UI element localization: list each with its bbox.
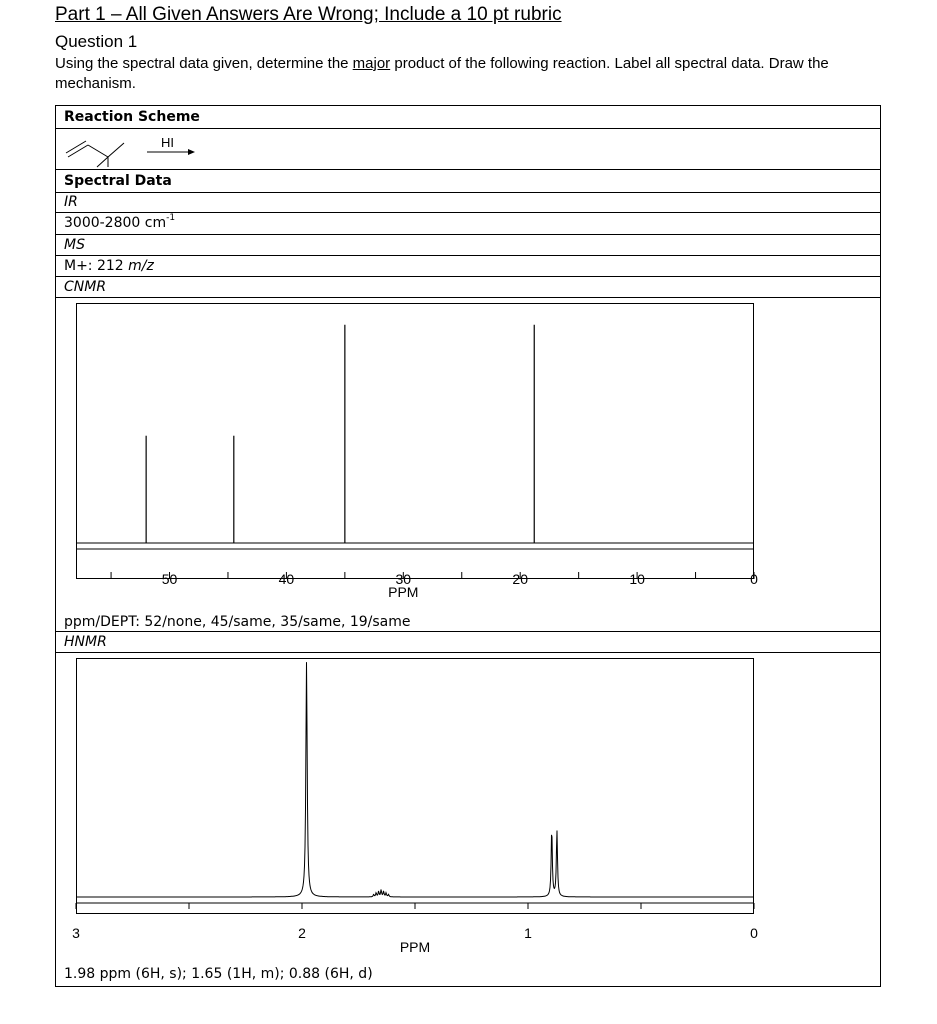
table-divider xyxy=(56,212,880,213)
table-divider xyxy=(56,255,880,256)
reagent-label: HI xyxy=(161,135,174,150)
table-divider xyxy=(56,192,880,193)
ir-value-text: 3000-2800 cm xyxy=(64,215,167,231)
cnmr-tick-label: 30 xyxy=(395,571,412,587)
ir-label: IR xyxy=(64,194,78,210)
hnmr-tick-label: 2 xyxy=(298,925,306,941)
cnmr-tick-label: 40 xyxy=(278,571,295,587)
ir-value-superscript: -1 xyxy=(166,213,176,223)
cnmr-axis-label: PPM xyxy=(388,584,419,600)
alkene-bond xyxy=(66,141,86,153)
cnmr-tick-label: 10 xyxy=(629,571,645,587)
prompt-text-end: product of the following reaction. Label all spectral data. Draw the mechanism. xyxy=(55,55,829,92)
allylic-bond xyxy=(88,145,108,157)
ms-label: MS xyxy=(64,237,85,253)
alkene-double-bond xyxy=(68,145,88,157)
hnmr-label: HNMR xyxy=(64,634,107,650)
hnmr-tick-label: 3 xyxy=(72,925,80,941)
hnmr-plot-frame xyxy=(77,659,754,914)
ms-unit: m/z xyxy=(128,258,154,274)
hnmr-tick-label: 0 xyxy=(750,925,758,941)
cnmr-caption: ppm/DEPT: 52/none, 45/same, 35/same, 19/same xyxy=(64,614,411,630)
hnmr-axis-label: PPM xyxy=(399,939,431,955)
table-divider xyxy=(56,128,880,129)
methyl-bond xyxy=(97,157,108,167)
ir-value xyxy=(64,215,175,231)
cnmr-plot-frame xyxy=(77,304,754,579)
table-divider xyxy=(56,631,880,632)
page-title: Part 1 – All Given Answers Are Wrong; Include a 10 pt rubric xyxy=(55,4,562,25)
question-number: Question 1 xyxy=(55,32,138,51)
reaction-scheme-heading: Reaction Scheme xyxy=(64,109,200,125)
cnmr-tick-label: 50 xyxy=(161,571,178,587)
cnmr-tick-label: 0 xyxy=(750,571,758,587)
hnmr-spectrum-trace xyxy=(76,662,754,897)
prompt-text-start: Using the spectral data given, determine the xyxy=(55,55,353,72)
table-divider xyxy=(56,234,880,235)
hnmr-spectrum xyxy=(56,653,880,963)
hnmr-caption: 1.98 ppm (6H, s); 1.65 (1H, m); 0.88 (6H, d) xyxy=(64,966,373,982)
ms-value-text: M+: 212 xyxy=(64,258,129,274)
cnmr-tick-label: 20 xyxy=(512,571,528,587)
data-table xyxy=(55,105,881,987)
prompt-emphasis: major xyxy=(352,55,391,72)
question-prompt xyxy=(55,54,875,94)
ms-value xyxy=(64,258,154,274)
cnmr-label: CNMR xyxy=(64,279,107,295)
table-divider xyxy=(56,276,880,277)
methyl-bond xyxy=(108,143,124,157)
spectral-data-heading: Spectral Data xyxy=(64,173,172,189)
cnmr-spectrum xyxy=(56,298,880,623)
arrow-head-icon xyxy=(188,149,195,155)
reaction-scheme-drawing xyxy=(64,132,204,168)
table-divider xyxy=(56,169,880,170)
hnmr-tick-label: 1 xyxy=(524,925,532,941)
